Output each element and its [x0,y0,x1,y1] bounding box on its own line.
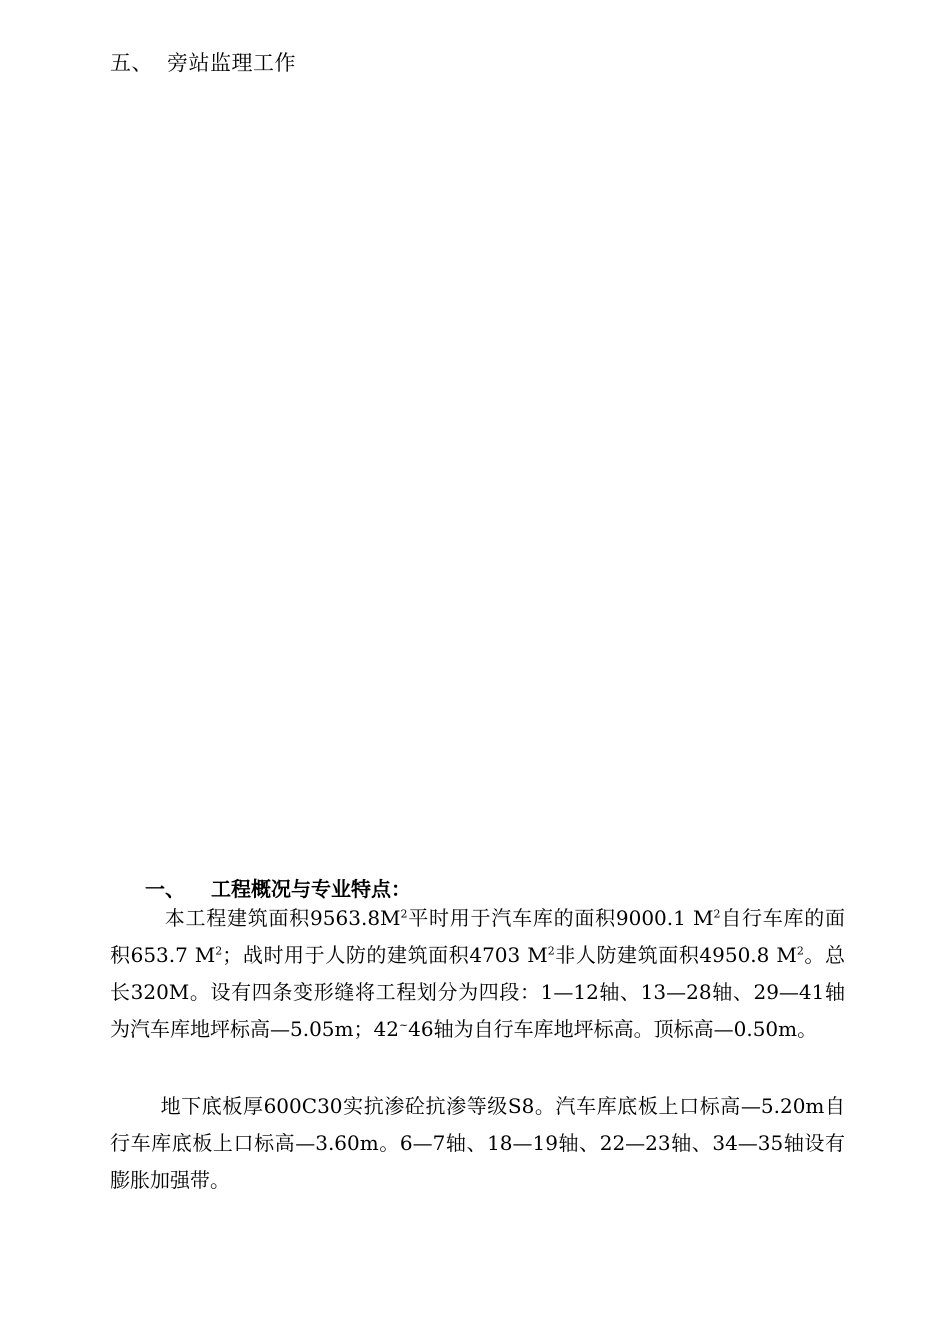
p1-sup-1: 2 [713,907,721,921]
p1-seg-6: 46轴为自行车库地坪标高。顶标高—0.50m。 [408,1017,818,1041]
foundation-slab-paragraph [110,1088,845,1199]
p2-text: 地下底板厚600C30实抗渗砼抗渗等级S8。汽车库底板上口标高—5.20m自行车库底板上口标高—3.60m。6—7轴、18—19轴、22—23轴、34—35轴设有膨胀加强带。 [110,1094,845,1192]
project-overview-paragraph [110,900,845,1048]
p1-seg-5: 。总长320M。设有四条变形缝将工程划分为四段：1—12轴、13—28轴、29—41轴为汽车库地坪标高—5.05m；42 [110,943,846,1041]
p1-sup-4: 2 [796,944,804,958]
p1-seg-1: 平时用于汽车库的面积9000.1 M [407,906,714,930]
p1-sup-2: 2 [215,944,223,958]
section-1-title: 工程概况与专业特点： [211,877,411,901]
section-1-heading [145,873,411,902]
p1-seg-3: ；战时用于人防的建筑面积4703 M [222,943,548,967]
p1-tilde: ~ [398,1018,409,1032]
p1-sup-3: 2 [547,944,555,958]
section-5-number: 五、 [110,51,153,75]
p1-seg-4: 非人防建筑面积4950.8 M [554,943,797,967]
p1-seg-0: 本工程建筑面积9563.8M [164,906,401,930]
p1-sup-0: 2 [400,907,408,921]
section-1-number: 一、 [145,877,185,901]
section-5-heading [110,47,296,77]
section-5-title: 旁站监理工作 [167,51,296,75]
p1-seg-2: 自行车库的面积653.7 M [110,906,845,967]
